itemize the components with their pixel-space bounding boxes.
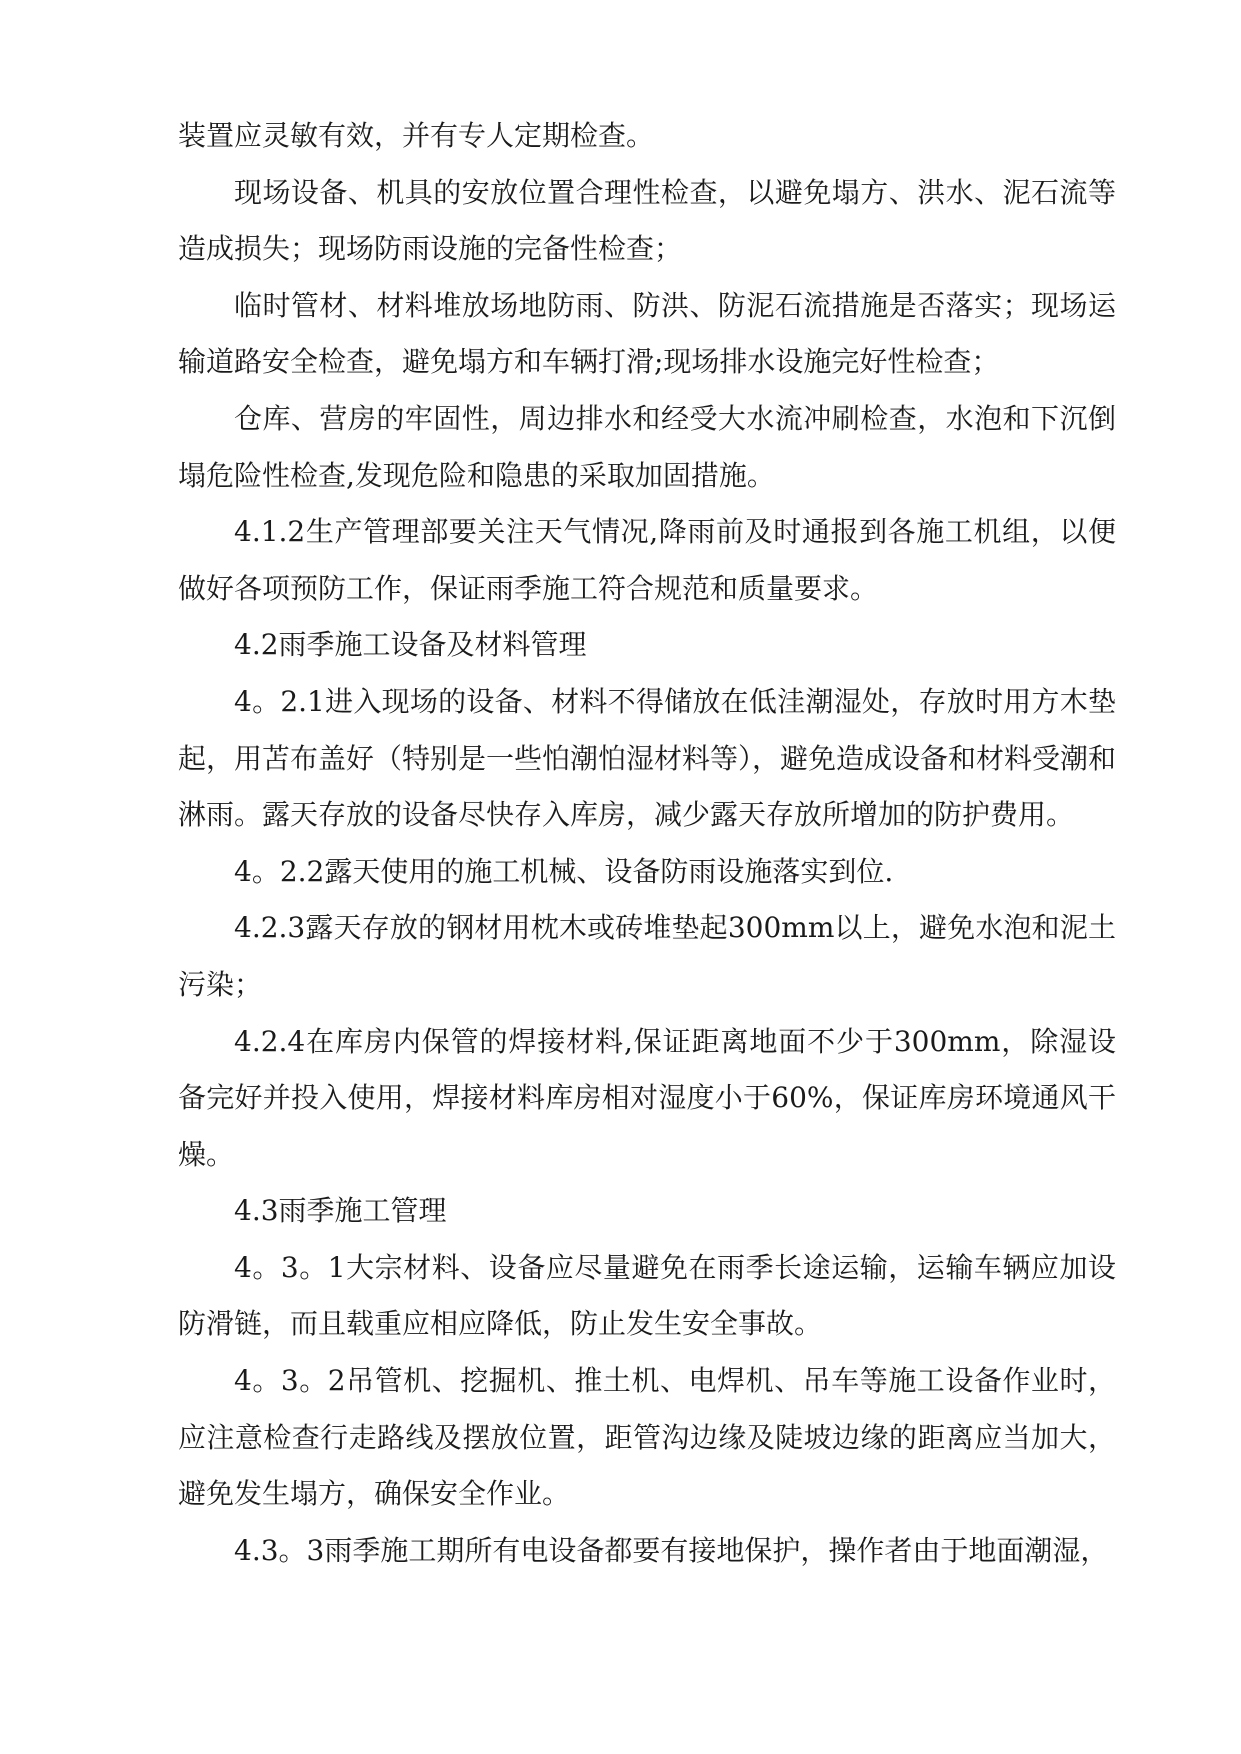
paragraph-7: 4。2.1进入现场的设备、材料不得储放在低洼潮湿处，存放时用方木垫起，用苫布盖好（特别是一些怕潮怕湿材料等），避免造成设备和材料受潮和淋雨。露天存放的设备尽快存入库房，减少露天存放所增加的防护费用。	[178, 684, 1117, 832]
paragraph-2: 现场设备、机具的安放位置合理性检查，以避免塌方、洪水、泥石流等造成损失；现场防雨设施的完备性检查；	[178, 175, 1116, 266]
paragraph-10: 4.2.4在库房内保管的焊接材料,保证距离地面不少于300mm，除湿设备完好并投入使用，焊接材料库房相对湿度小于60%，保证库房环境通风干燥。	[178, 1024, 1116, 1171]
paragraph-9: 4.2.3露天存放的钢材用枕木或砖堆垫起300mm以上，避免水泡和泥土污染；	[178, 911, 1116, 1001]
paragraph-4: 仓库、营房的牢固性，周边排水和经受大水流冲刷检查，水泡和下沉倒塌危险性检查,发现危险和隐患的采取加固措施。	[178, 401, 1116, 492]
paragraph-3: 临时管材、材料堆放场地防雨、防洪、防泥石流措施是否落实；现场运输道路安全检查，避免塌方和车辆打滑;现场排水设施完好性检查；	[178, 288, 1116, 379]
section-heading-4-3: 4.3雨季施工管理	[234, 1194, 447, 1228]
document-body	[178, 108, 1116, 1579]
paragraph-13: 4。3。2吊管机、挖掘机、推土机、电焊机、吊车等施工设备作业时，应注意检查行走路线及摆放位置，距管沟边缘及陡坡边缘的距离应当加大，避免发生塌方，确保安全作业。	[178, 1364, 1116, 1511]
paragraph-14: 4.3。3雨季施工期所有电设备都要有接地保护，操作者由于地面潮湿，	[234, 1533, 1109, 1567]
paragraph-1: 装置应灵敏有效，并有专人定期检查。	[178, 119, 655, 152]
paragraph-8: 4。2.2露天使用的施工机械、设备防雨设施落实到位.	[234, 854, 894, 888]
paragraph-12: 4。3。1大宗材料、设备应尽量避免在雨季长途运输，运输车辆应加设防滑链，而且载重应相应降低，防止发生安全事故。	[178, 1250, 1116, 1341]
section-heading-4-2: 4.2雨季施工设备及材料管理	[234, 628, 587, 662]
paragraph-5: 4.1.2生产管理部要关注天气情况,降雨前及时通报到各施工机组，以便做好各项预防工作，保证雨季施工符合规范和质量要求。	[178, 515, 1116, 605]
